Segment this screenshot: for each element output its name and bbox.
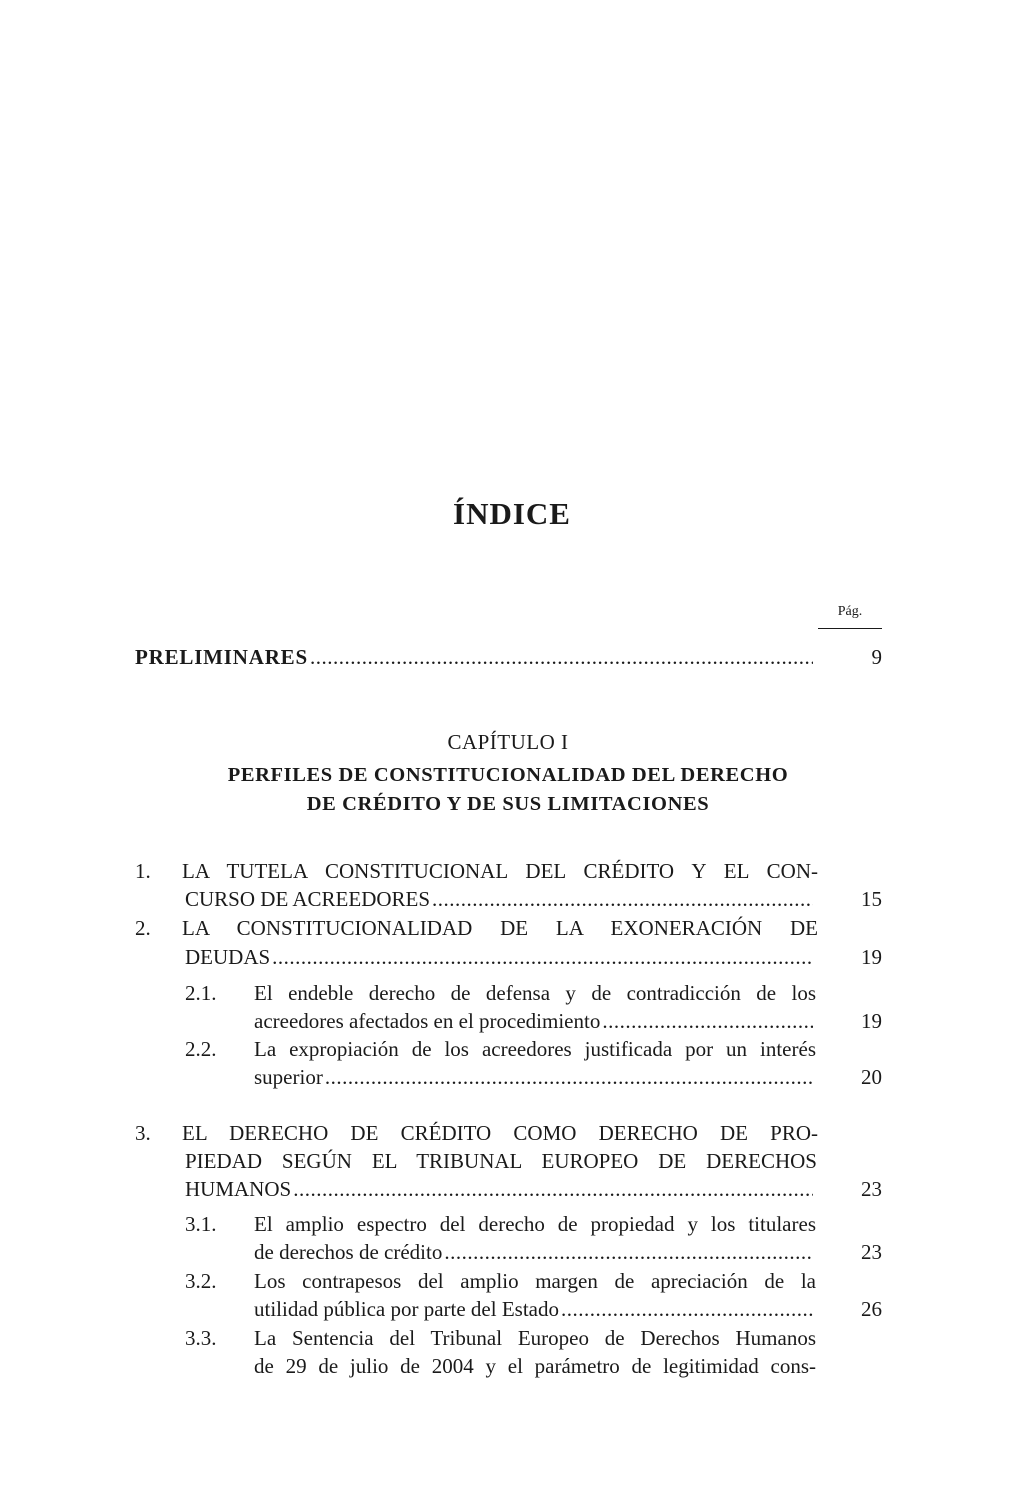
dot-leader <box>444 1238 813 1266</box>
page-column-rule <box>818 628 882 629</box>
toc-entry-number: 2. <box>135 916 151 940</box>
chapter-title-line1: PERFILES DE CONSTITUCIONALIDAD DEL DERECHO <box>227 764 789 786</box>
toc-entry-3-1-line2[interactable] <box>254 1238 813 1266</box>
page-title: ÍNDICE <box>453 496 571 531</box>
toc-entry-label: HUMANOS <box>185 1177 292 1201</box>
toc-entry-label: utilidad pública por parte del Estado <box>254 1297 559 1321</box>
toc-page-number: 9 <box>871 645 882 669</box>
toc-entry-number: 3.3. <box>185 1326 217 1350</box>
toc-page-number: 26 <box>861 1297 882 1321</box>
toc-entry-3-3-line2[interactable]: de 29 de julio de 2004 y el parámetro de legitimidad cons- <box>254 1354 816 1378</box>
toc-entry-3-line2[interactable]: PIEDAD SEGÚN EL TRIBUNAL EUROPEO DE DERECHOS <box>185 1149 817 1173</box>
toc-entry-number: 3.2. <box>185 1269 217 1293</box>
toc-page-number: 19 <box>861 945 882 969</box>
dot-leader <box>561 1295 813 1323</box>
toc-entry-label: acreedores afectados en el procedimiento <box>254 1009 601 1033</box>
toc-entry-3-line3[interactable] <box>185 1175 813 1203</box>
toc-page-number: 19 <box>861 1009 882 1033</box>
toc-entry-number: 2.1. <box>185 981 217 1005</box>
toc-entry-3-2-line1[interactable]: Los contrapesos del amplio margen de apreciación de la <box>254 1269 816 1293</box>
dot-leader <box>325 1063 813 1091</box>
toc-page-number: 15 <box>861 887 882 911</box>
page-column-label: Pág. <box>837 604 863 619</box>
dot-leader <box>272 943 813 971</box>
toc-entry-label: CURSO DE ACREEDORES <box>185 887 431 911</box>
toc-entry-1-line2[interactable] <box>185 885 813 913</box>
toc-entry-label: de derechos de crédito <box>254 1240 443 1264</box>
dot-leader <box>293 1175 813 1203</box>
toc-entry-3-2-line2[interactable] <box>254 1295 813 1323</box>
toc-entry-2-2-line1[interactable]: La expropiación de los acreedores justificada por un interés <box>254 1037 816 1061</box>
dot-leader <box>310 643 813 671</box>
toc-entry-2-2-line2[interactable] <box>254 1063 813 1091</box>
toc-entry-number: 2.2. <box>185 1037 217 1061</box>
toc-entry-3-3-line1[interactable]: La Sentencia del Tribunal Europeo de Derechos Humanos <box>254 1326 816 1350</box>
toc-page-number: 20 <box>861 1065 882 1089</box>
toc-entry-3-1-line1[interactable]: El amplio espectro del derecho de propiedad y los titulares <box>254 1212 816 1236</box>
dot-leader <box>602 1007 813 1035</box>
toc-entry-label: superior <box>254 1065 323 1089</box>
toc-entry-2-line1[interactable]: LA CONSTITUCIONALIDAD DE LA EXONERACIÓN DE <box>182 916 818 940</box>
toc-entry-2-1-line2[interactable] <box>254 1007 813 1035</box>
toc-entry-preliminares[interactable] <box>135 643 813 671</box>
toc-entry-label: PRELIMINARES <box>135 645 308 669</box>
toc-entry-number: 3. <box>135 1121 151 1145</box>
toc-entry-2-line2[interactable] <box>185 943 813 971</box>
toc-entry-3-line1[interactable]: EL DERECHO DE CRÉDITO COMO DERECHO DE PRO- <box>182 1121 818 1145</box>
chapter-title-line2: DE CRÉDITO Y DE SUS LIMITACIONES <box>306 793 710 815</box>
dot-leader <box>432 885 813 913</box>
toc-entry-1-line1[interactable]: LA TUTELA CONSTITUCIONAL DEL CRÉDITO Y EL CON- <box>182 859 818 883</box>
toc-page-number: 23 <box>861 1177 882 1201</box>
toc-entry-2-1-line1[interactable]: El endeble derecho de defensa y de contradicción de los <box>254 981 816 1005</box>
chapter-number: CAPÍTULO I <box>447 730 569 754</box>
toc-entry-number: 1. <box>135 859 151 883</box>
toc-entry-number: 3.1. <box>185 1212 217 1236</box>
toc-entry-label: DEUDAS <box>185 945 271 969</box>
toc-page-number: 23 <box>861 1240 882 1264</box>
